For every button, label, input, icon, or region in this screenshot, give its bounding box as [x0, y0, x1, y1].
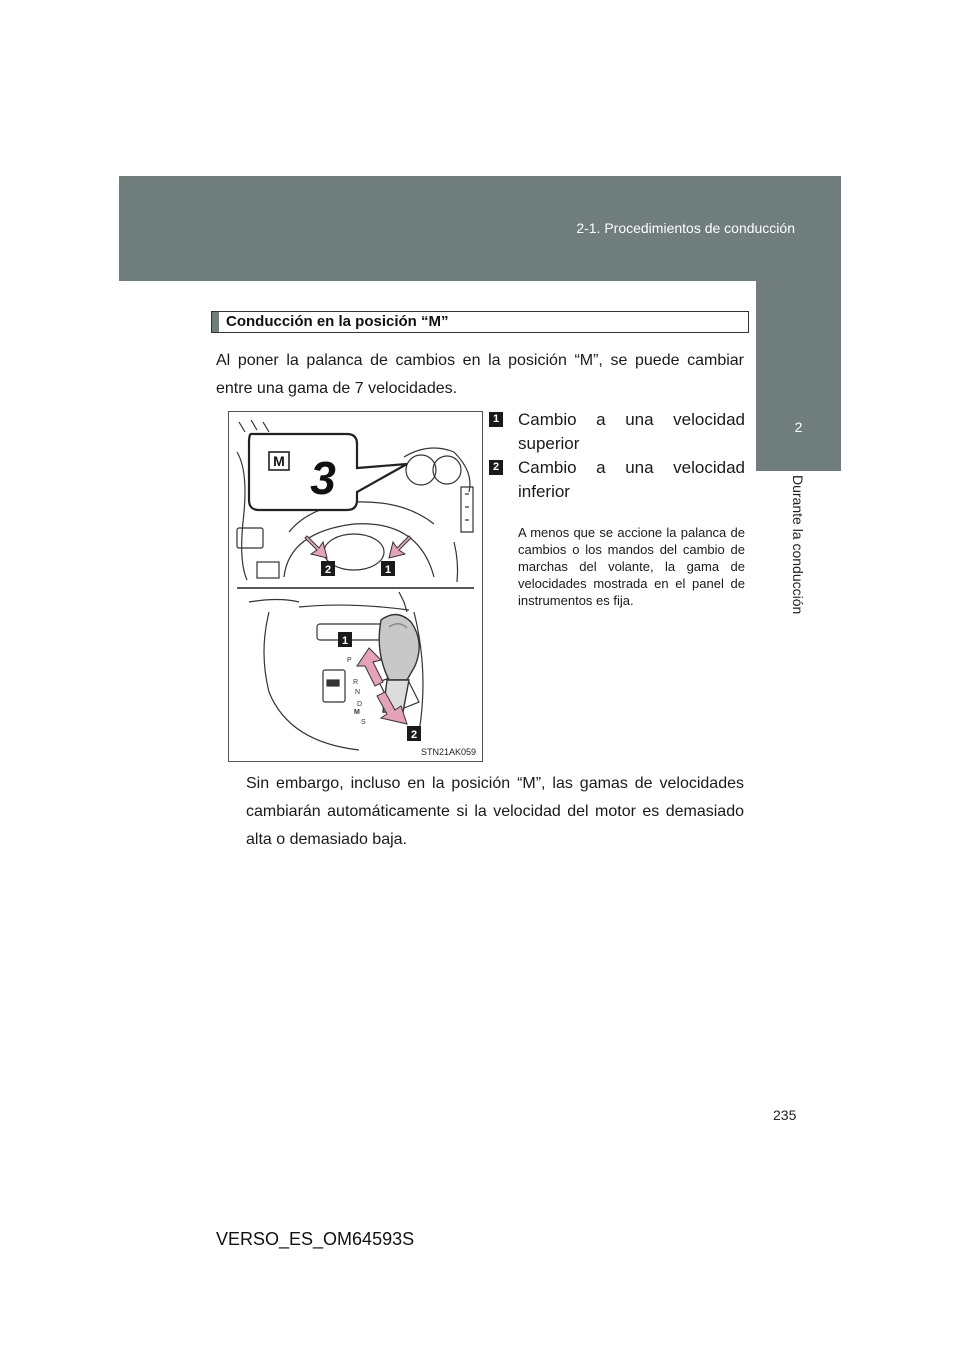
section-heading-bar	[212, 312, 219, 332]
illustration-drawing	[229, 412, 482, 761]
section-heading-box	[211, 311, 749, 333]
gate-label-m: M	[354, 709, 360, 716]
callout-item-1	[489, 408, 745, 456]
chapter-title: 2-1. Procedimientos de conducción	[576, 220, 795, 236]
m-indicator-label: M	[273, 453, 285, 469]
page-number: 235	[773, 1107, 797, 1123]
paddle-arrow-up	[389, 536, 411, 558]
gate-label-p: P	[347, 657, 352, 664]
callout-badge-2: 2	[489, 460, 503, 475]
callout-2-line1: Cambio a una velocidad	[518, 458, 745, 477]
badge-1-upper-label: 1	[384, 564, 392, 576]
gate-label-s: S	[361, 719, 366, 726]
gate-label-n: N	[355, 689, 361, 696]
gate-label-d: D	[357, 701, 363, 708]
section-title: Conducción en la posición “M”	[226, 313, 449, 330]
paddle-arrow-down	[305, 536, 327, 558]
lever-arrow-up	[357, 648, 383, 686]
callout-item-2	[489, 456, 745, 504]
document-code: VERSO_ES_OM64593S	[216, 1229, 415, 1249]
chapter-side-label-wrap	[760, 475, 838, 715]
shift-illustration	[228, 411, 483, 762]
intro-paragraph: Al poner la palanca de cambios en la posición “M”, se puede cambiar entre una gama de 7 velocidades.	[216, 352, 744, 397]
callout-2-line2: inferior	[518, 482, 570, 501]
callout-note: A menos que se accione la palanca de cambios o los mandos del cambio de marchas del volante, la gama de velocidades mostrada en el panel de instrumentos es fija.	[518, 525, 745, 608]
callout-1-line2: superior	[518, 434, 580, 453]
chapter-number: 2	[794, 419, 803, 435]
figure-code: STN21AK059	[420, 747, 476, 757]
header-band	[119, 176, 841, 281]
callout-list	[489, 408, 745, 609]
callout-1-line1: Cambio a una velocidad	[518, 410, 745, 429]
callout-badge-1: 1	[489, 412, 503, 427]
closing-paragraph: Sin embargo, incluso en la posición “M”, las gamas de velocidades cambiarán automáticamente si la velocidad del motor es demasiado alta o demasiado baja.	[246, 775, 744, 848]
badge-2-lower-label: 2	[410, 729, 418, 741]
badge-1-lower-label: 1	[341, 635, 349, 647]
chapter-tab	[756, 281, 841, 471]
gate-label-r: R	[353, 679, 359, 686]
gear-digit: 3	[310, 452, 336, 504]
chapter-side-label: Durante la conducción	[790, 475, 806, 615]
badge-2-upper-label: 2	[324, 564, 332, 576]
